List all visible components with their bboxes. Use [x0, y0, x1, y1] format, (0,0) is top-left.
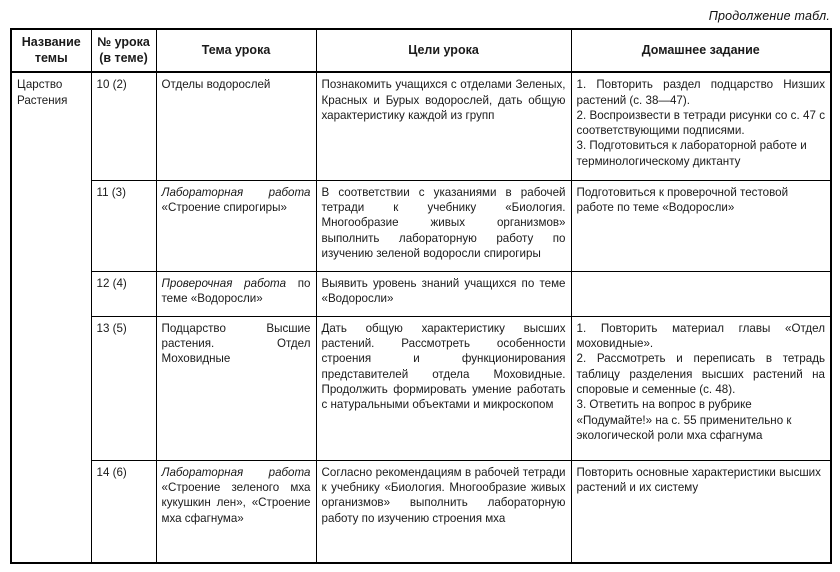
- table-continuation-caption: Продолжение табл.: [708, 8, 830, 23]
- table-body: [11, 72, 831, 563]
- cell-homework: [571, 72, 831, 180]
- cell-lesson-goals: Согласно рекомендациям в рабочей тетради к учебнику «Биология. Многообразие живых организмов» выполнить лабораторную работу по изучению строения мха: [316, 460, 571, 563]
- cell-lesson-theme: Лабораторная работа «Строение спирогиры»: [156, 180, 316, 271]
- lesson-theme-worktype: Лабораторная работа: [161, 185, 311, 199]
- homework-line: 1. Повторить раздел подцарство Низших растений (с. 38—47).: [576, 78, 825, 107]
- homework-line: 3. Подготовиться к лабораторной работе и терминологическому диктанту: [576, 139, 807, 168]
- cell-lesson-number: 14 (6): [91, 460, 156, 563]
- cell-lesson-number: 13 (5): [91, 316, 156, 460]
- lesson-theme-worktype: Проверочная работа: [161, 276, 287, 290]
- column-header-lesson-goals: Цели урока: [316, 29, 571, 72]
- cell-lesson-number: 11 (3): [91, 180, 156, 271]
- homework-line: 1. Повторить материал главы «Отдел моховидные».: [576, 321, 825, 351]
- cell-homework: [571, 460, 831, 563]
- cell-lesson-theme: Проверочная работа по теме «Водоросли»: [156, 271, 316, 316]
- table-row: [11, 72, 831, 180]
- homework-line: Подготовиться к проверочной тестовой работе по теме «Водоросли»: [576, 185, 789, 215]
- column-header-homework: Домашнее задание: [571, 29, 831, 72]
- cell-topic-name: Царство Растения: [11, 72, 91, 563]
- table-row: [11, 180, 831, 271]
- lesson-plan-table: [10, 28, 832, 564]
- column-header-lesson-theme: Тема урока: [156, 29, 316, 72]
- table-row: [11, 460, 831, 563]
- cell-lesson-number: 12 (4): [91, 271, 156, 316]
- homework-line: Повторить основные характеристики высших растений и их систему: [576, 465, 821, 495]
- cell-lesson-number: 10 (2): [91, 72, 156, 180]
- cell-lesson-goals: В соответствии с указаниями в рабочей тетради к учебнику «Биология. Многообразие живых организмов» выполнить лабораторную работу по изучению зеленой водоросли спирогиры: [316, 180, 571, 271]
- column-header-topic-name: Название темы: [11, 29, 91, 72]
- homework-line: 2. Рассмотреть и переписать в тетрадь таблицу разделения высших растений на споровые и семенные (с. 48).: [576, 352, 825, 396]
- lesson-plan-table-wrapper: [10, 28, 830, 564]
- cell-homework: [571, 316, 831, 460]
- column-header-lesson-number: № урока (в теме): [91, 29, 156, 72]
- cell-lesson-goals: Дать общую характеристику высших растений. Рассмотреть особенности строения и функционирования представителей отдела Моховидные. Продолжить формировать умение работать с натуральными объектами и микроскопом: [316, 316, 571, 460]
- table-header: [11, 29, 831, 72]
- cell-homework: [571, 180, 831, 271]
- cell-lesson-goals: Выявить уровень знаний учащихся по теме «Водоросли»: [316, 271, 571, 316]
- cell-lesson-theme: Подцарство Высшие растения. Отдел Моховидные: [156, 316, 316, 460]
- cell-homework: [571, 271, 831, 316]
- table-header-row: [11, 29, 831, 72]
- table-row: [11, 271, 831, 316]
- homework-line: 2. Воспроизвести в тетради рисунки со с. 47 с соответствующими подписями.: [576, 108, 825, 138]
- lesson-theme-worktype: Лабораторная работа: [161, 465, 311, 479]
- table-row: [11, 316, 831, 460]
- table-caption-row: [0, 0, 840, 26]
- cell-lesson-goals: Познакомить учащихся с отделами Зеленых, Красных и Бурых водорослей, дать общую характеристику каждой из групп: [316, 72, 571, 180]
- cell-lesson-theme: Лабораторная работа «Строение зеленого мха кукушкин лен», «Строение мха сфагнума»: [156, 460, 316, 563]
- homework-line: 3. Ответить на вопрос в рубрике «Подумайте!» на с. 55 применительно к экологической роли мха сфагнума: [576, 398, 792, 442]
- cell-lesson-theme: Отделы водорослей: [156, 72, 316, 180]
